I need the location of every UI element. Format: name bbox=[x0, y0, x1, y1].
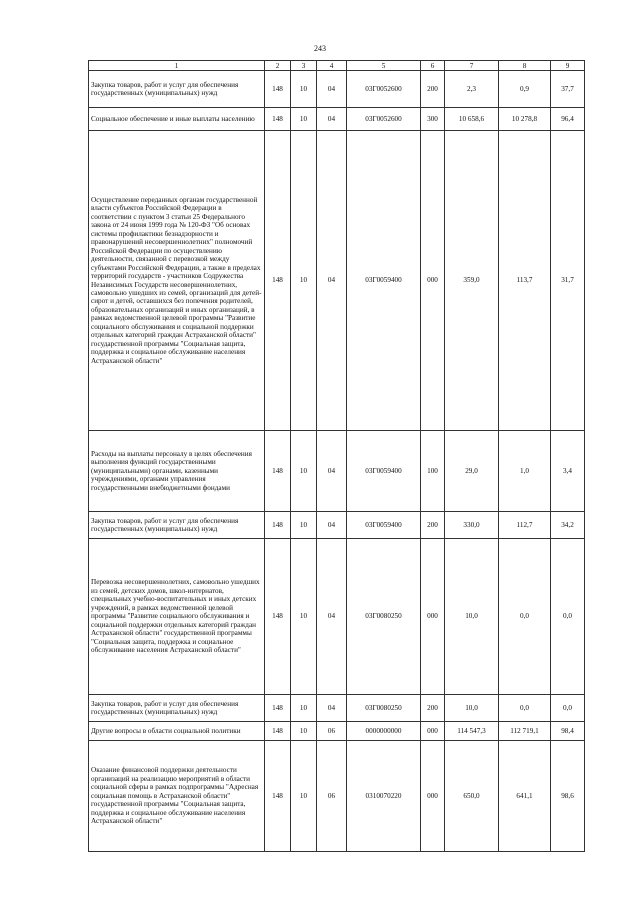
cell-planned: 10 658,6 bbox=[445, 108, 499, 131]
cell-percent: 96,4 bbox=[551, 108, 585, 131]
table-row bbox=[89, 539, 585, 695]
cell-expense-type: 000 bbox=[421, 741, 445, 852]
cell-expense-type: 000 bbox=[421, 131, 445, 431]
cell-executed: 0,9 bbox=[499, 71, 551, 108]
cell-target-article: 03Г0052600 bbox=[347, 108, 421, 131]
column-header: 1 bbox=[89, 61, 265, 71]
cell-percent: 98,4 bbox=[551, 722, 585, 741]
row-description: Оказание финансовой поддержки деятельности организаций на реализацию мероприятий в области социальной сферы в рамках подпрограммы "Адресная социальная помощь в Астраханской области" государственной программы "Социальная защита, поддержка и социальное обслуживание населения Астраханской области" bbox=[89, 741, 265, 852]
cell-subsection: 04 bbox=[317, 431, 347, 512]
cell-executed: 113,7 bbox=[499, 131, 551, 431]
row-description: Социальное обеспечение и иные выплаты населению bbox=[89, 108, 265, 131]
cell-subsection: 04 bbox=[317, 695, 347, 722]
cell-executed: 10 278,8 bbox=[499, 108, 551, 131]
row-description: Осуществление переданных органам государственной власти субъектов Российской Федерации в соответствии с пунктом 3 статьи 25 Федерального закона от 24 июня 1999 года № 120-ФЗ "Об основах системы профилактики безнадзорности и правонарушений несовершеннолетних" полномочий Российской Федерации по осуществлению деятельности, связанной с перевозкой между субъектами Российской Федерации, а также в пределах территорий государств - участников Содружества Независимых Государств несовершеннолетних, самовольно ушедших из семей, организаций для детей-сирот и детей, оставшихся без попечения родителей, образовательных организаций и иных организаций, в рамках ведомственной целевой программы "Развитие социального обслуживания и социальной поддержки отдельных категорий граждан Астраханской области" государственной программы "Социальная защита, поддержка и социальное обслуживание населения Астраханской области" bbox=[89, 131, 265, 431]
cell-planned: 10,0 bbox=[445, 539, 499, 695]
cell-ministry-code: 148 bbox=[265, 71, 291, 108]
cell-ministry-code: 148 bbox=[265, 539, 291, 695]
row-description: Закупка товаров, работ и услуг для обеспечения государственных (муниципальных) нужд bbox=[89, 512, 265, 539]
cell-ministry-code: 148 bbox=[265, 431, 291, 512]
cell-section: 10 bbox=[291, 539, 317, 695]
row-description: Перевозка несовершеннолетних, самовольно ушедших из семей, детских домов, школ-интернатов, специальных учебно-воспитательных и иных детских учреждений, в рамках ведомственной целевой программы "Развитие социального обслуживания и социальной поддержки отдельных категорий граждан Астраханской области" государственной программы "Социальная защита, поддержка и социальное обслуживание населения Астраханской области" bbox=[89, 539, 265, 695]
cell-ministry-code: 148 bbox=[265, 512, 291, 539]
cell-planned: 650,0 bbox=[445, 741, 499, 852]
cell-planned: 359,0 bbox=[445, 131, 499, 431]
cell-expense-type: 200 bbox=[421, 695, 445, 722]
cell-target-article: 03Г0059400 bbox=[347, 131, 421, 431]
cell-expense-type: 000 bbox=[421, 539, 445, 695]
row-description: Закупка товаров, работ и услуг для обеспечения государственных (муниципальных) нужд bbox=[89, 71, 265, 108]
cell-subsection: 04 bbox=[317, 131, 347, 431]
cell-subsection: 06 bbox=[317, 741, 347, 852]
cell-target-article: 03Г0059400 bbox=[347, 512, 421, 539]
cell-target-article: 0000000000 bbox=[347, 722, 421, 741]
column-header: 8 bbox=[499, 61, 551, 71]
cell-subsection: 04 bbox=[317, 539, 347, 695]
cell-section: 10 bbox=[291, 741, 317, 852]
cell-ministry-code: 148 bbox=[265, 108, 291, 131]
cell-executed: 641,1 bbox=[499, 741, 551, 852]
table-row bbox=[89, 741, 585, 852]
table-row bbox=[89, 722, 585, 741]
cell-section: 10 bbox=[291, 431, 317, 512]
cell-planned: 114 547,3 bbox=[445, 722, 499, 741]
column-number-row bbox=[89, 61, 585, 71]
cell-percent: 98,6 bbox=[551, 741, 585, 852]
page-number: 243 bbox=[314, 44, 326, 53]
cell-subsection: 04 bbox=[317, 512, 347, 539]
cell-percent: 34,2 bbox=[551, 512, 585, 539]
cell-section: 10 bbox=[291, 512, 317, 539]
cell-percent: 3,4 bbox=[551, 431, 585, 512]
cell-section: 10 bbox=[291, 131, 317, 431]
cell-target-article: 03Г0080250 bbox=[347, 695, 421, 722]
cell-subsection: 06 bbox=[317, 722, 347, 741]
column-header: 6 bbox=[421, 61, 445, 71]
row-description: Расходы на выплаты персоналу в целях обеспечения выполнения функций государственными (муниципальными) органами, казенными учреждениями, органами управления государственными внебюджетными фондами bbox=[89, 431, 265, 512]
column-header: 2 bbox=[265, 61, 291, 71]
cell-ministry-code: 148 bbox=[265, 722, 291, 741]
cell-target-article: 03Г0059400 bbox=[347, 431, 421, 512]
cell-percent: 0,0 bbox=[551, 695, 585, 722]
cell-section: 10 bbox=[291, 71, 317, 108]
cell-expense-type: 100 bbox=[421, 431, 445, 512]
cell-target-article: 03Г0080250 bbox=[347, 539, 421, 695]
cell-planned: 10,0 bbox=[445, 695, 499, 722]
cell-subsection: 04 bbox=[317, 71, 347, 108]
cell-percent: 0,0 bbox=[551, 539, 585, 695]
cell-target-article: 03Г0052600 bbox=[347, 71, 421, 108]
table-row bbox=[89, 71, 585, 108]
cell-target-article: 0310070220 bbox=[347, 741, 421, 852]
cell-percent: 37,7 bbox=[551, 71, 585, 108]
cell-executed: 0,0 bbox=[499, 695, 551, 722]
column-header: 9 bbox=[551, 61, 585, 71]
row-description: Закупка товаров, работ и услуг для обеспечения государственных (муниципальных) нужд bbox=[89, 695, 265, 722]
cell-executed: 112 719,1 bbox=[499, 722, 551, 741]
cell-expense-type: 200 bbox=[421, 71, 445, 108]
cell-ministry-code: 148 bbox=[265, 695, 291, 722]
cell-executed: 112,7 bbox=[499, 512, 551, 539]
cell-planned: 29,0 bbox=[445, 431, 499, 512]
column-header: 4 bbox=[317, 61, 347, 71]
table-row bbox=[89, 512, 585, 539]
column-header: 3 bbox=[291, 61, 317, 71]
cell-subsection: 04 bbox=[317, 108, 347, 131]
table-row bbox=[89, 695, 585, 722]
table-row bbox=[89, 431, 585, 512]
cell-section: 10 bbox=[291, 108, 317, 131]
cell-percent: 31,7 bbox=[551, 131, 585, 431]
cell-ministry-code: 148 bbox=[265, 131, 291, 431]
budget-table bbox=[88, 60, 585, 852]
cell-expense-type: 200 bbox=[421, 512, 445, 539]
cell-planned: 2,3 bbox=[445, 71, 499, 108]
cell-section: 10 bbox=[291, 695, 317, 722]
table-row bbox=[89, 108, 585, 131]
cell-section: 10 bbox=[291, 722, 317, 741]
column-header: 7 bbox=[445, 61, 499, 71]
cell-executed: 0,0 bbox=[499, 539, 551, 695]
cell-planned: 330,0 bbox=[445, 512, 499, 539]
cell-expense-type: 300 bbox=[421, 108, 445, 131]
cell-executed: 1,0 bbox=[499, 431, 551, 512]
row-description: Другие вопросы в области социальной политики bbox=[89, 722, 265, 741]
cell-expense-type: 000 bbox=[421, 722, 445, 741]
table-row bbox=[89, 131, 585, 431]
cell-ministry-code: 148 bbox=[265, 741, 291, 852]
column-header: 5 bbox=[347, 61, 421, 71]
